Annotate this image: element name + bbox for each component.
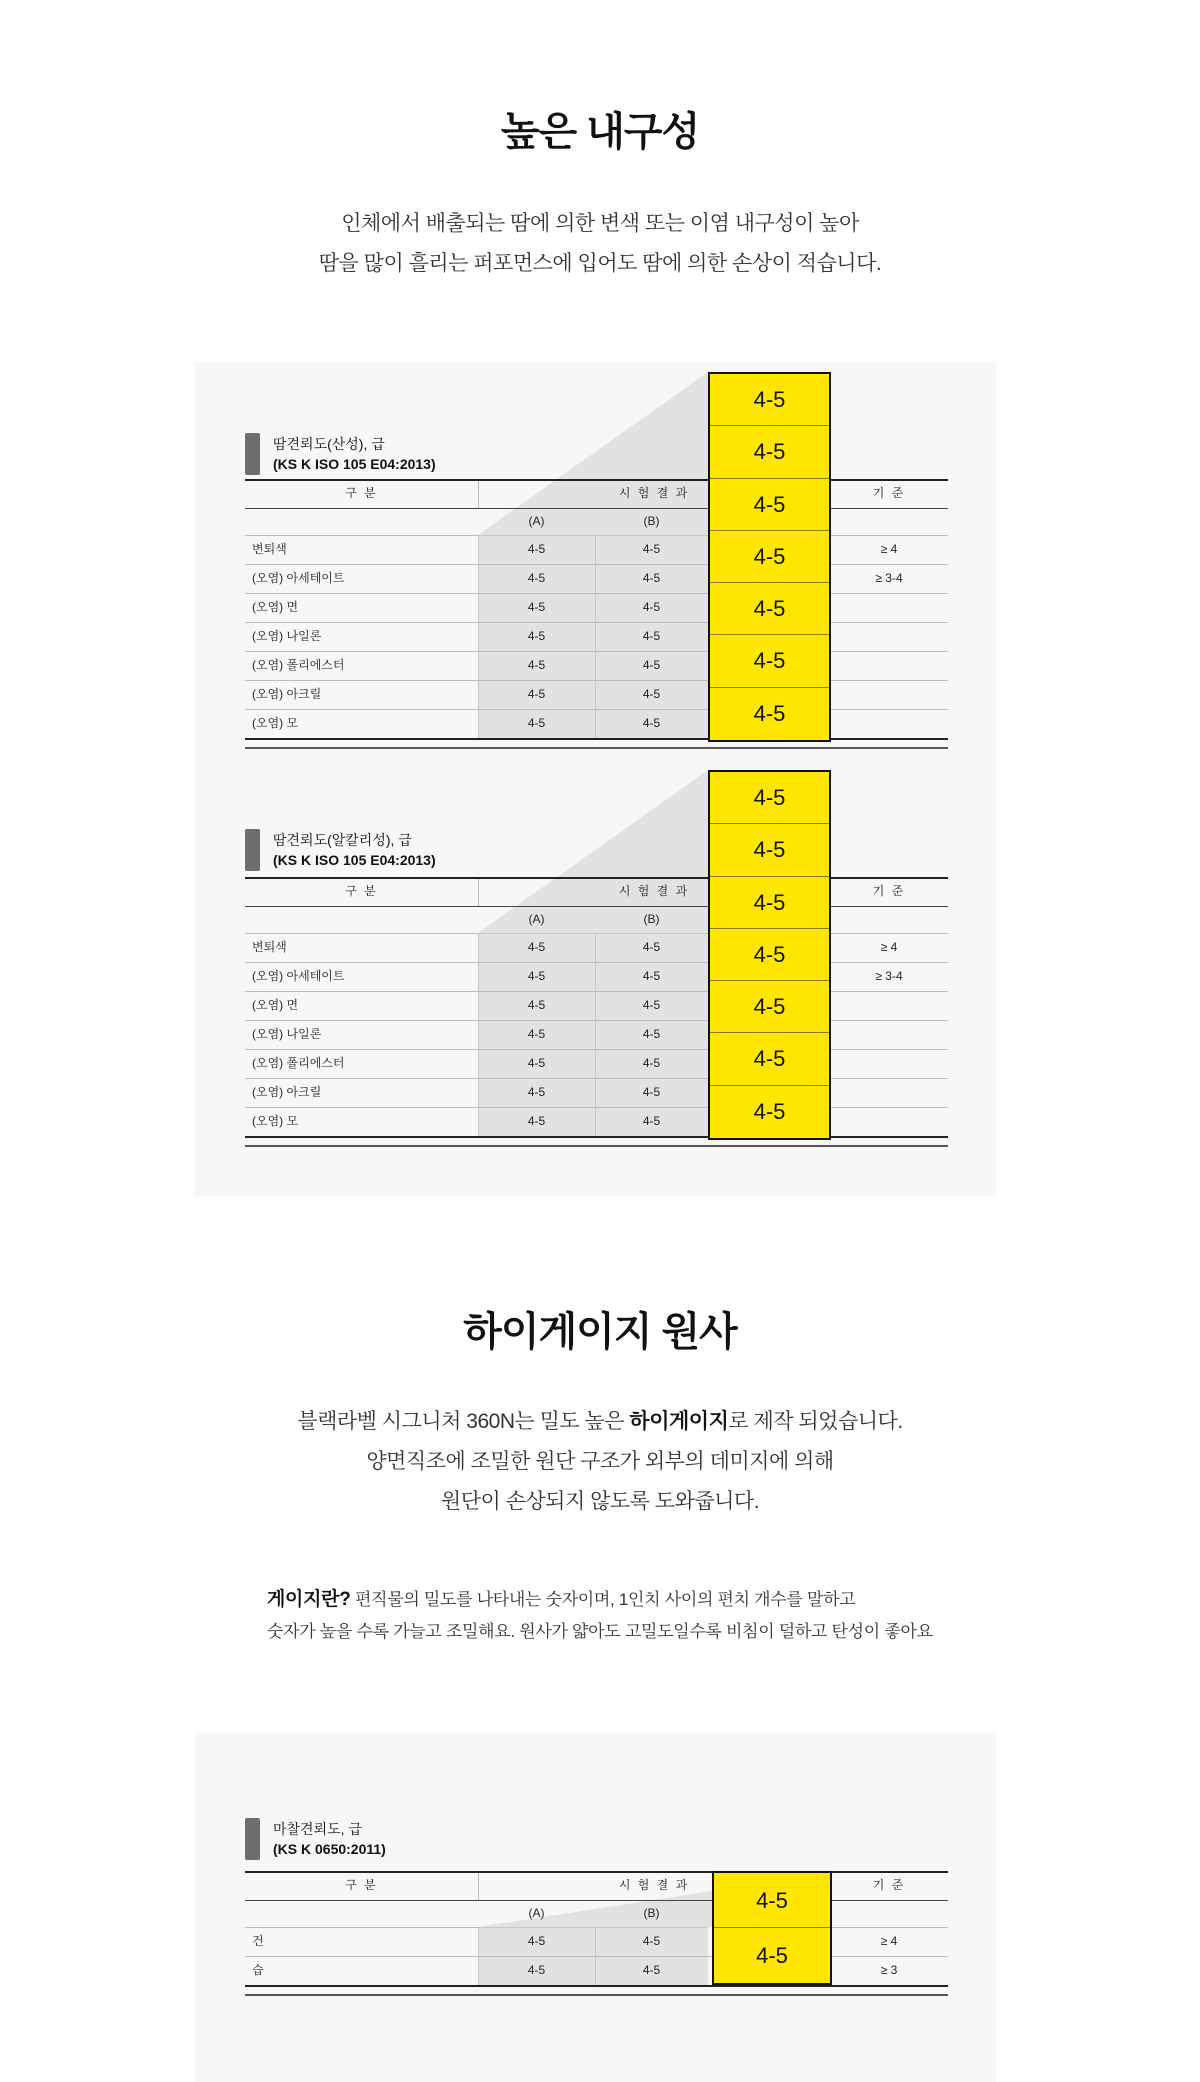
row-value-a: 4-5 [527, 1085, 546, 1099]
high-gauge-line-2: 양면직조에 조밀한 원단 구조가 외부의 데미지에 의해 [366, 1450, 834, 1473]
row-value-a: 4-5 [527, 1114, 546, 1128]
highlight-value: 4-5 [710, 531, 829, 583]
row-value-a: 4-5 [527, 969, 546, 983]
bottom-rule [245, 1136, 948, 1138]
title-bar [245, 829, 260, 871]
highlight-column [708, 372, 831, 742]
gauge-title: 게이지란? [267, 1589, 351, 1610]
table-title [273, 830, 436, 870]
row-label: (오염) 아세테이트 [252, 969, 345, 983]
bottom-rule [245, 738, 948, 740]
table-name: 땀견뢰도(산성), 급 [273, 436, 385, 452]
highlight-value: 4-5 [756, 1943, 788, 1968]
row-label: (오염) 아크릴 [252, 687, 322, 701]
highlight-value: 4-5 [753, 700, 786, 726]
row-criteria: ≥ 3 [880, 1963, 898, 1977]
header-category: 구 분 [345, 1878, 378, 1892]
title-bar [245, 433, 260, 475]
row-criteria: ≥ 3-4 [875, 969, 903, 983]
highlight-value: 4-5 [710, 426, 829, 478]
highlight-value: 4-5 [710, 1033, 829, 1085]
row-value-b: 4-5 [642, 1056, 661, 1070]
row-label: (오염) 아세테이트 [252, 571, 345, 585]
row-value-b: 4-5 [642, 571, 661, 585]
row-criteria [830, 1078, 948, 1107]
high-gauge-line-3: 원단이 손상되지 않도록 도와줍니다. [440, 1490, 760, 1513]
highlight-value: 4-5 [710, 929, 829, 981]
header-category: 구 분 [345, 884, 378, 898]
header-result: 시 험 결 과 [618, 884, 690, 898]
title-bar [245, 1818, 260, 1860]
result-grid [245, 877, 948, 1144]
gauge-line-1: 편직물의 밀도를 나타내는 숫자이며, 1인치 사이의 편치 개수를 말하고 [350, 1590, 856, 1609]
durability-line-2: 땀을 많이 흘리는 퍼포먼스에 입어도 땀에 의한 손상이 적습니다. [318, 252, 882, 275]
row-value-b: 4-5 [642, 1085, 661, 1099]
subheader-a: (A) [528, 514, 545, 528]
gauge-definition-line-1 [267, 1584, 1067, 1616]
highlight-column [712, 1871, 832, 1985]
highlight-value: 4-5 [710, 877, 829, 929]
highlight-value: 4-5 [710, 583, 829, 635]
section-title-durability: 높은 내구성 [500, 110, 700, 154]
row-value-b: 4-5 [642, 998, 661, 1012]
row-criteria [830, 1049, 948, 1078]
row-criteria [830, 622, 948, 651]
row-value-a: 4-5 [527, 1963, 546, 1977]
row-value-b: 4-5 [642, 940, 661, 954]
header-result: 시 험 결 과 [618, 1878, 690, 1892]
header-criteria: 기 준 [872, 884, 906, 898]
row-value-a: 4-5 [527, 998, 546, 1012]
high-gauge-line-1-post: 로 제작 되었습니다. [728, 1410, 903, 1433]
result-grid [245, 1871, 948, 1993]
table-standard: (KS K ISO 105 E04:2013) [273, 456, 436, 472]
row-criteria [830, 1107, 948, 1136]
row-criteria [830, 680, 948, 709]
subheader-b: (B) [643, 514, 660, 528]
row-label: 건 [252, 1934, 264, 1948]
row-value-b: 4-5 [642, 1963, 661, 1977]
header-criteria: 기 준 [872, 486, 906, 500]
bottom-rule-double [245, 747, 948, 749]
row-criteria [830, 593, 948, 622]
row-value-b: 4-5 [642, 542, 661, 556]
durability-line-1: 인체에서 배출되는 땀에 의한 변색 또는 이염 내구성이 높아 [341, 212, 859, 235]
row-label: 변퇴색 [252, 542, 287, 556]
highlight-value: 4-5 [710, 479, 829, 531]
row-value-b: 4-5 [642, 600, 661, 614]
gauge-definition [267, 1584, 1067, 1648]
row-value-b: 4-5 [642, 1934, 661, 1948]
high-gauge-line-1-pre: 블랙라벨 시그니처 360N는 밀도 높은 [297, 1410, 630, 1433]
bottom-rule-double [245, 1145, 948, 1147]
row-label: (오염) 나일론 [252, 1027, 322, 1041]
header-criteria: 기 준 [872, 1878, 906, 1892]
row-value-b: 4-5 [642, 969, 661, 983]
row-value-a: 4-5 [527, 716, 546, 730]
row-criteria: ≥ 4 [880, 1934, 898, 1948]
row-criteria: ≥ 4 [880, 542, 898, 556]
row-label: (오염) 아크릴 [252, 1085, 322, 1099]
row-value-b: 4-5 [642, 629, 661, 643]
result-grid [245, 479, 948, 746]
row-label: (오염) 모 [252, 716, 299, 730]
row-criteria: ≥ 4 [880, 940, 898, 954]
row-value-a: 4-5 [527, 1056, 546, 1070]
row-value-a: 4-5 [527, 1027, 546, 1041]
row-value-b: 4-5 [642, 716, 661, 730]
row-value-a: 4-5 [527, 629, 546, 643]
row-value-a: 4-5 [527, 600, 546, 614]
row-label: (오염) 나일론 [252, 629, 322, 643]
section-title-high-gauge: 하이게이지 원사 [463, 1310, 737, 1354]
table-name: 마찰견뢰도, 급 [273, 1821, 362, 1837]
table-standard: (KS K 0650:2011) [273, 1841, 386, 1857]
row-value-b: 4-5 [642, 658, 661, 672]
row-criteria: ≥ 3-4 [875, 571, 903, 585]
row-value-a: 4-5 [527, 1934, 546, 1948]
row-label: (오염) 면 [252, 600, 299, 614]
highlight-value: 4-5 [710, 772, 829, 824]
highlight-value: 4-5 [753, 1098, 786, 1124]
row-value-a: 4-5 [527, 542, 546, 556]
row-label: 변퇴색 [252, 940, 287, 954]
row-value-b: 4-5 [642, 1027, 661, 1041]
highlight-value: 4-5 [710, 824, 829, 876]
gauge-line-2: 숫자가 높을 수록 가늘고 조밀해요. 원사가 얇아도 고밀도일수록 비침이 덜하고 탄성이 좋아요 [267, 1622, 933, 1641]
subheader-a: (A) [528, 1906, 545, 1920]
highlight-column [708, 770, 831, 1140]
high-gauge-bold: 하이게이지 [629, 1410, 729, 1433]
bottom-rule-double [245, 1994, 948, 1996]
row-criteria [830, 651, 948, 680]
row-criteria [830, 1020, 948, 1049]
row-value-a: 4-5 [527, 940, 546, 954]
subheader-b: (B) [643, 1906, 660, 1920]
row-value-b: 4-5 [642, 1114, 661, 1128]
table-standard: (KS K ISO 105 E04:2013) [273, 852, 436, 868]
highlight-value: 4-5 [710, 635, 829, 687]
high-gauge-line-1 [0, 1402, 1200, 1442]
row-label: (오염) 모 [252, 1114, 299, 1128]
table-name: 땀견뢰도(알칼리성), 급 [273, 832, 412, 848]
highlight-value: 4-5 [714, 1873, 830, 1928]
highlight-value: 4-5 [710, 981, 829, 1033]
row-value-b: 4-5 [642, 687, 661, 701]
row-value-a: 4-5 [527, 658, 546, 672]
row-criteria [830, 709, 948, 738]
bottom-rule [245, 1985, 948, 1987]
row-value-a: 4-5 [527, 687, 546, 701]
subheader-a: (A) [528, 912, 545, 926]
row-label: 습 [252, 1963, 264, 1977]
highlight-value: 4-5 [710, 374, 829, 426]
row-label: (오염) 폴리에스터 [252, 1056, 345, 1070]
header-result: 시 험 결 과 [618, 486, 690, 500]
row-criteria [830, 991, 948, 1020]
table-title [273, 434, 436, 474]
row-label: (오염) 면 [252, 998, 299, 1012]
row-value-a: 4-5 [527, 571, 546, 585]
table-title [273, 1819, 386, 1859]
header-category: 구 분 [345, 486, 378, 500]
subheader-b: (B) [643, 912, 660, 926]
row-label: (오염) 폴리에스터 [252, 658, 345, 672]
